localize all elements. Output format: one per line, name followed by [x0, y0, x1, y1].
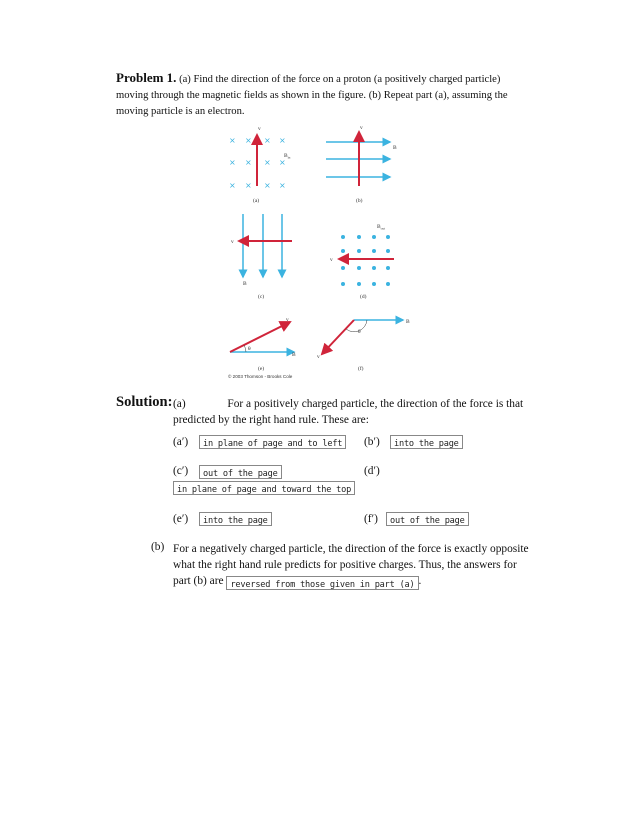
- b-label: B: [292, 352, 296, 358]
- problem-text: (a) Find the direction of the force on a proton (a positively charged particle) moving through the magnetic fields as shown in the figure. (b) Repeat part (a), assuming the moving particle is an electron.: [116, 74, 508, 117]
- answer-d-label: (d′): [364, 465, 380, 477]
- svg-text:×: ×: [279, 136, 286, 145]
- svg-text:×: ×: [245, 136, 252, 145]
- answer-a-label: (a′): [173, 436, 189, 448]
- problem-title: Problem 1.: [116, 70, 177, 85]
- solution-heading: Solution:: [116, 394, 173, 410]
- panel-label: (c): [258, 294, 265, 300]
- answer-f-label: (f′): [364, 513, 378, 525]
- physics-figure: [222, 120, 422, 382]
- theta-label: θ: [248, 346, 251, 352]
- answer-c-label: (c′): [173, 465, 189, 477]
- panel-d: [330, 224, 394, 300]
- answer-a-box: in plane of page and to left: [199, 435, 346, 449]
- b-in-label: $B_{in}$: [284, 153, 291, 160]
- svg-text:×: ×: [264, 158, 271, 167]
- answer-e-box: into the page: [199, 512, 272, 526]
- svg-text:×: ×: [279, 181, 286, 190]
- v-label: v: [231, 239, 234, 245]
- part-a-text: For a positively charged particle, the direction of the force is that predicted by the right hand rule. These are:: [173, 398, 524, 426]
- answer-f-box: out of the page: [386, 512, 469, 526]
- answer-part-b-box: reversed from those given in part (a): [226, 576, 418, 590]
- v-label: v: [317, 354, 320, 360]
- panel-b: [326, 125, 397, 204]
- b-out-label: $B_{out}$: [377, 224, 386, 231]
- svg-text:×: ×: [279, 158, 286, 167]
- velocity-arrow: [230, 322, 290, 352]
- answer-d-box: in plane of page and toward the top: [173, 481, 355, 495]
- svg-text:×: ×: [229, 158, 236, 167]
- svg-text:×: ×: [264, 136, 271, 145]
- v-label: v: [360, 125, 363, 131]
- velocity-arrow: [322, 320, 354, 354]
- v-label: v: [258, 126, 261, 132]
- v-label: v: [286, 317, 289, 323]
- part-b-text: For a negatively charged particle, the direction of the force is exactly opposite what the right hand rule predicts for positive charges. Thus, the answers for part (b) are: [173, 543, 529, 587]
- answer-b-label: (b′): [364, 436, 380, 448]
- solution-part-b: [173, 541, 533, 590]
- theta-label: θ: [358, 329, 361, 335]
- panel-label: (b): [356, 198, 363, 204]
- panel-f: [317, 319, 410, 372]
- panel-label: (d): [360, 294, 367, 300]
- svg-text:×: ×: [229, 136, 236, 145]
- svg-text:×: ×: [245, 158, 252, 167]
- svg-text:×: ×: [229, 181, 236, 190]
- answer-e-label: (e′): [173, 513, 189, 525]
- svg-text:×: ×: [264, 181, 271, 190]
- b-label: B: [393, 145, 397, 151]
- answer-b-box: into the page: [390, 435, 463, 449]
- panel-c: [231, 214, 292, 300]
- figure-credit: © 2003 Thomson - Brooks Cole: [228, 374, 293, 379]
- part-a-label: (a): [173, 398, 186, 410]
- panel-label: (a): [253, 198, 260, 204]
- solution-part-a: [173, 396, 533, 428]
- part-b-end: .: [418, 575, 422, 587]
- v-label: v: [330, 257, 333, 263]
- panel-e: [230, 317, 296, 372]
- part-b-label: (b): [151, 541, 165, 553]
- panel-a: [229, 126, 291, 204]
- problem-statement: [116, 70, 524, 120]
- field-dots: [341, 235, 390, 286]
- panel-label: (e): [258, 366, 265, 372]
- b-label: B: [406, 319, 410, 325]
- panel-label: (f): [358, 366, 364, 372]
- b-label: B: [243, 281, 247, 287]
- answer-c-box: out of the page: [199, 465, 282, 479]
- svg-text:×: ×: [245, 181, 252, 190]
